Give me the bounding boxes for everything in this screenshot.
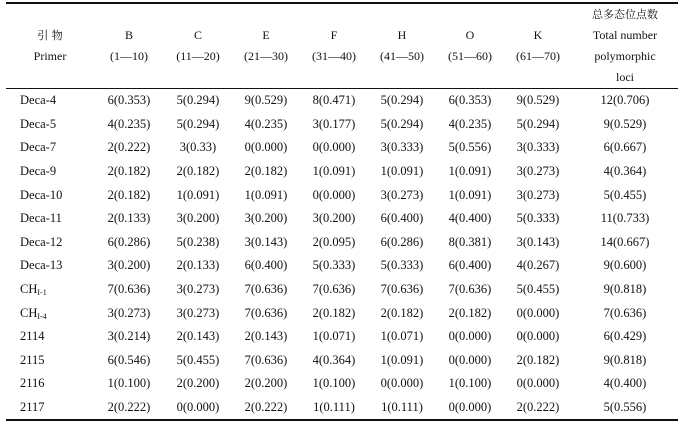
- value-cell: 4(0.235): [107, 116, 151, 131]
- primer-name: 2116: [20, 376, 45, 391]
- value-cell: 2(0.095): [312, 234, 356, 249]
- value-cell: 0(0.000): [244, 140, 288, 155]
- value-cell: 7(0.636): [380, 282, 424, 297]
- column-letter: E: [262, 28, 270, 42]
- value-cell: 7(0.636): [244, 305, 288, 320]
- column-range: (21—30): [244, 49, 288, 63]
- column-range: (61—70): [516, 49, 560, 63]
- primer-cell: [6, 231, 94, 255]
- value-cell: 2(0.222): [516, 400, 560, 415]
- value-cell: 3(0.200): [312, 211, 356, 226]
- total-cell: 6(0.429): [603, 329, 647, 344]
- value-cell: 3(0.273): [380, 187, 424, 202]
- primer-subscript: I-4: [37, 311, 47, 321]
- value-cell: 1(0.091): [380, 352, 424, 367]
- value-cell: 2(0.222): [107, 400, 151, 415]
- value-cell: 2(0.200): [176, 376, 220, 391]
- value-cell: 1(0.071): [380, 329, 424, 344]
- column-header-c: [164, 3, 232, 89]
- value-cell: 5(0.238): [176, 234, 220, 249]
- primer-name: CH: [20, 305, 38, 320]
- value-cell: 6(0.400): [380, 211, 424, 226]
- value-cell: 5(0.294): [176, 116, 220, 131]
- column-range: (1—10): [110, 49, 148, 63]
- total-cell: 9(0.529): [603, 116, 647, 131]
- column-letter: B: [124, 28, 133, 42]
- value-cell: 1(0.111): [313, 400, 355, 415]
- value-cell: 3(0.200): [244, 211, 288, 226]
- value-cell: 0(0.000): [516, 376, 560, 391]
- value-cell: 3(0.333): [516, 140, 560, 155]
- primer-name: Deca-10: [20, 187, 63, 202]
- value-cell: 4(0.400): [448, 211, 492, 226]
- primer-header-en: Primer: [33, 49, 67, 63]
- value-cell: 4(0.235): [244, 116, 288, 131]
- table-header: [6, 3, 678, 89]
- value-cell: 3(0.177): [312, 116, 356, 131]
- polymorphic-loci-table: [6, 2, 678, 421]
- value-cell: 5(0.294): [176, 93, 220, 108]
- column-header-e: [232, 3, 300, 89]
- column-letter: K: [533, 28, 543, 42]
- value-cell: 5(0.556): [448, 140, 492, 155]
- primer-name: Deca-4: [20, 93, 57, 108]
- primer-cell: [6, 183, 94, 207]
- total-header-en-2: polymorphic: [594, 49, 656, 63]
- value-cell: 2(0.143): [176, 329, 220, 344]
- table-row: [6, 254, 678, 278]
- primer-cell: [6, 301, 94, 325]
- total-cell: 4(0.364): [603, 164, 647, 179]
- value-cell: 0(0.000): [312, 140, 356, 155]
- value-cell: 2(0.133): [107, 211, 151, 226]
- value-cell: 1(0.091): [448, 164, 492, 179]
- total-header: [572, 3, 678, 89]
- value-cell: 3(0.214): [107, 329, 151, 344]
- value-cell: 2(0.200): [244, 376, 288, 391]
- value-cell: 2(0.182): [516, 352, 560, 367]
- table-row: [6, 278, 678, 302]
- total-cell: 6(0.667): [603, 140, 647, 155]
- value-cell: 4(0.235): [448, 116, 492, 131]
- value-cell: 0(0.000): [516, 329, 560, 344]
- value-cell: 0(0.000): [448, 400, 492, 415]
- value-cell: 2(0.182): [107, 164, 151, 179]
- value-cell: 3(0.143): [516, 234, 560, 249]
- primer-cell: [6, 254, 94, 278]
- value-cell: 2(0.133): [176, 258, 220, 273]
- table-row: [6, 325, 678, 349]
- value-cell: 4(0.267): [516, 258, 560, 273]
- value-cell: 2(0.182): [107, 187, 151, 202]
- column-letter: O: [465, 28, 475, 42]
- value-cell: 0(0.000): [448, 352, 492, 367]
- table-row: [6, 89, 678, 113]
- value-cell: 1(0.091): [244, 187, 288, 202]
- value-cell: 3(0.200): [176, 211, 220, 226]
- value-cell: 3(0.33): [179, 140, 217, 155]
- primer-cell: [6, 325, 94, 349]
- value-cell: 3(0.273): [107, 305, 151, 320]
- value-cell: 0(0.000): [176, 400, 220, 415]
- total-cell: 5(0.455): [603, 187, 647, 202]
- primer-subscript: I-1: [37, 288, 47, 298]
- total-header-en-3: loci: [616, 70, 634, 84]
- value-cell: 2(0.182): [244, 164, 288, 179]
- primer-name: Deca-9: [20, 164, 57, 179]
- column-letter: C: [193, 28, 202, 42]
- value-cell: 3(0.273): [516, 164, 560, 179]
- value-cell: 6(0.353): [107, 93, 151, 108]
- primer-name: 2114: [20, 329, 45, 344]
- value-cell: 1(0.100): [312, 376, 356, 391]
- value-cell: 2(0.222): [107, 140, 151, 155]
- table-row: [6, 349, 678, 373]
- table-row: [6, 160, 678, 184]
- value-cell: 0(0.000): [448, 329, 492, 344]
- table-row: [6, 372, 678, 396]
- column-header-f: [300, 3, 368, 89]
- primer-name: Deca-12: [20, 234, 63, 249]
- primer-cell: [6, 160, 94, 184]
- value-cell: 3(0.273): [176, 282, 220, 297]
- column-range: (51—60): [448, 49, 492, 63]
- column-range: (31—40): [312, 49, 356, 63]
- value-cell: 5(0.333): [312, 258, 356, 273]
- total-cell: 9(0.818): [603, 352, 647, 367]
- primer-cell: [6, 349, 94, 373]
- value-cell: 4(0.364): [312, 352, 356, 367]
- value-cell: 2(0.182): [312, 305, 356, 320]
- value-cell: 5(0.455): [176, 352, 220, 367]
- value-cell: 8(0.471): [312, 93, 356, 108]
- value-cell: 6(0.400): [244, 258, 288, 273]
- primer-cell: [6, 113, 94, 137]
- table-row: [6, 113, 678, 137]
- total-cell: 11(0.733): [600, 211, 650, 226]
- primer-cell: [6, 278, 94, 302]
- value-cell: 6(0.353): [448, 93, 492, 108]
- value-cell: 7(0.636): [312, 282, 356, 297]
- value-cell: 2(0.182): [176, 164, 220, 179]
- column-range: (41—50): [380, 49, 424, 63]
- total-cell: 12(0.706): [600, 93, 650, 108]
- table-body: [6, 89, 678, 421]
- total-cell: 9(0.600): [603, 258, 647, 273]
- value-cell: 2(0.182): [380, 305, 424, 320]
- value-cell: 6(0.286): [107, 234, 151, 249]
- value-cell: 5(0.333): [516, 211, 560, 226]
- value-cell: 2(0.182): [448, 305, 492, 320]
- value-cell: 5(0.333): [380, 258, 424, 273]
- value-cell: 7(0.636): [107, 282, 151, 297]
- primer-name: Deca-5: [20, 116, 57, 131]
- value-cell: 5(0.455): [516, 282, 560, 297]
- primer-name: Deca-13: [20, 258, 63, 273]
- column-letter: F: [330, 28, 338, 42]
- value-cell: 6(0.286): [380, 234, 424, 249]
- primer-name: Deca-7: [20, 140, 57, 155]
- primer-header-cn: 引 物: [37, 29, 63, 42]
- column-range: (11—20): [176, 49, 220, 63]
- column-header-h: [368, 3, 436, 89]
- column-header-k: [504, 3, 572, 89]
- total-cell: 14(0.667): [600, 234, 650, 249]
- primer-name: 2115: [20, 352, 45, 367]
- column-header-o: [436, 3, 504, 89]
- value-cell: 5(0.294): [380, 116, 424, 131]
- primer-header: [6, 3, 94, 89]
- value-cell: 9(0.529): [516, 93, 560, 108]
- total-cell: 9(0.818): [603, 282, 647, 297]
- primer-cell: [6, 372, 94, 396]
- value-cell: 1(0.071): [312, 329, 356, 344]
- primer-cell: [6, 396, 94, 421]
- total-header-en-1: Total number: [592, 28, 658, 42]
- primer-name: CH: [20, 282, 38, 297]
- value-cell: 6(0.546): [107, 352, 151, 367]
- value-cell: 7(0.636): [244, 282, 288, 297]
- value-cell: 0(0.000): [312, 187, 356, 202]
- value-cell: 5(0.294): [516, 116, 560, 131]
- value-cell: 0(0.000): [380, 376, 424, 391]
- table-row: [6, 207, 678, 231]
- value-cell: 1(0.091): [176, 187, 220, 202]
- total-cell: 5(0.556): [603, 400, 647, 415]
- primer-name: 2117: [20, 400, 45, 415]
- value-cell: 1(0.100): [448, 376, 492, 391]
- total-cell: 4(0.400): [603, 376, 647, 391]
- primer-name: Deca-11: [20, 211, 62, 226]
- value-cell: 8(0.381): [448, 234, 492, 249]
- value-cell: 9(0.529): [244, 93, 288, 108]
- table-row: [6, 183, 678, 207]
- value-cell: 3(0.333): [380, 140, 424, 155]
- total-header-cn: 总多态位点数: [592, 8, 658, 21]
- value-cell: 5(0.294): [380, 93, 424, 108]
- value-cell: 3(0.143): [244, 234, 288, 249]
- value-cell: 1(0.111): [381, 400, 423, 415]
- value-cell: 6(0.400): [448, 258, 492, 273]
- value-cell: 1(0.091): [448, 187, 492, 202]
- column-letter: H: [397, 28, 407, 42]
- table-row: [6, 301, 678, 325]
- primer-cell: [6, 136, 94, 160]
- value-cell: 1(0.091): [312, 164, 356, 179]
- value-cell: 1(0.100): [107, 376, 151, 391]
- value-cell: 3(0.273): [176, 305, 220, 320]
- total-cell: 7(0.636): [603, 305, 647, 320]
- column-header-b: [94, 3, 164, 89]
- value-cell: 7(0.636): [244, 352, 288, 367]
- primer-cell: [6, 207, 94, 231]
- value-cell: 3(0.200): [107, 258, 151, 273]
- value-cell: 2(0.222): [244, 400, 288, 415]
- value-cell: 2(0.143): [244, 329, 288, 344]
- table-row: [6, 231, 678, 255]
- table-row: [6, 396, 678, 421]
- value-cell: 1(0.091): [380, 164, 424, 179]
- value-cell: 7(0.636): [448, 282, 492, 297]
- table-row: [6, 136, 678, 160]
- primer-cell: [6, 89, 94, 113]
- value-cell: 3(0.273): [516, 187, 560, 202]
- value-cell: 0(0.000): [516, 305, 560, 320]
